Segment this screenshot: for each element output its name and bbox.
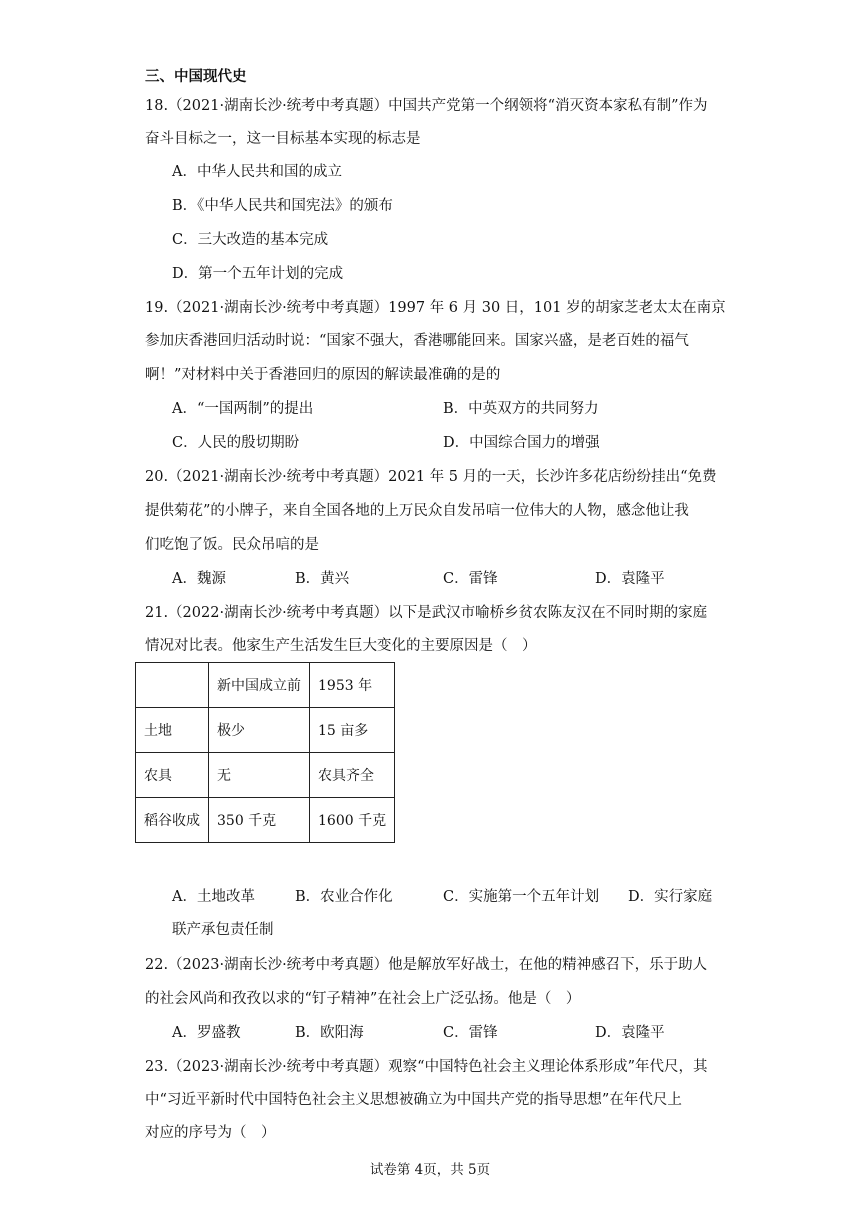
table-cell: 极少 <box>209 708 310 753</box>
question-text: 19.（2021·湖南长沙·统考中考真题）1997 年 6 月 30 日，101 岁的胡家芝老太太在南京 <box>145 300 726 316</box>
table-cell <box>136 663 209 708</box>
table-cell: 农具 <box>136 753 209 798</box>
page-footer: 试卷第 4页，共 5页 <box>369 1162 491 1178</box>
table-row <box>136 798 395 843</box>
question-text: 21.（2022·湖南长沙·统考中考真题）以下是武汉市喻桥乡贫农陈友汉在不同时期的家庭 <box>145 605 708 621</box>
table-header-cell: 1953 年 <box>310 663 395 708</box>
option-c: C．雷锋 <box>443 1025 498 1041</box>
table-cell: 土地 <box>136 708 209 753</box>
option-d: D．中国综合国力的增强 <box>443 435 600 451</box>
table-cell: 稻谷收成 <box>136 798 209 843</box>
option-c: C．实施第一个五年计划 <box>443 889 600 905</box>
option-c: C．三大改造的基本完成 <box>172 232 329 248</box>
question-text: 奋斗目标之一，这一目标基本实现的标志是 <box>145 131 421 147</box>
option-a: A．土地改革 <box>172 889 255 905</box>
table-header-row <box>136 663 395 708</box>
option-d: D．第一个五年计划的完成 <box>172 266 344 282</box>
option-b: B．农业合作化 <box>295 889 393 905</box>
question-text: 啊！”对材料中关于香港回归的原因的解读最准确的是的 <box>145 367 501 383</box>
option-d: D．袁隆平 <box>595 571 665 587</box>
table-cell: 350 千克 <box>209 798 310 843</box>
question-text: 20.（2021·湖南长沙·统考中考真题）2021 年 5 月的一天，长沙许多花店纷纷挂出“免费 <box>145 469 717 485</box>
question-text: 对应的序号为（ ） <box>145 1125 276 1141</box>
option-a: A．罗盛教 <box>172 1025 241 1041</box>
option-d: D．实行家庭 <box>628 889 713 905</box>
option-a: A．“一国两制”的提出 <box>172 401 314 417</box>
option-b: B．欧阳海 <box>295 1025 364 1041</box>
question-text: 参加庆香港回归活动时说：“国家不强大，香港哪能回来。国家兴盛，是老百姓的福气 <box>145 333 689 349</box>
table-cell: 1600 千克 <box>310 798 395 843</box>
table-cell: 无 <box>209 753 310 798</box>
table-cell: 农具齐全 <box>310 753 395 798</box>
option-a: A．中华人民共和国的成立 <box>172 164 342 180</box>
question-text: 中“习近平新时代中国特色社会主义思想被确立为中国共产党的指导思想”在年代尺上 <box>145 1092 682 1108</box>
question-text: 23.（2023·湖南长沙·统考中考真题）观察“中国特色社会主义理论体系形成”年代尺，其 <box>145 1059 708 1075</box>
question-text: 情况对比表。他家生产生活发生巨大变化的主要原因是（ ） <box>145 638 537 654</box>
section-title: 三、中国现代史 <box>145 69 247 85</box>
table-row <box>136 708 395 753</box>
question-text: 们吃饱了饭。民众吊唁的是 <box>145 537 319 553</box>
question-text: 22.（2023·湖南长沙·统考中考真题）他是解放军好战士，在他的精神感召下，乐于助人 <box>145 957 708 973</box>
option-c: C．雷锋 <box>443 571 498 587</box>
option-b: B．《中华人民共和国宪法》的颁布 <box>172 198 393 214</box>
question-text: 提供菊花”的小牌子，来自全国各地的上万民众自发吊唁一位伟大的人物，感念他让我 <box>145 503 689 519</box>
option-d: D．袁隆平 <box>595 1025 665 1041</box>
table-row <box>136 753 395 798</box>
table-cell: 15 亩多 <box>310 708 395 753</box>
option-c: C．人民的殷切期盼 <box>172 435 300 451</box>
comparison-table <box>135 662 395 843</box>
option-b: B．中英双方的共同努力 <box>443 401 599 417</box>
option-b: B．黄兴 <box>295 571 350 587</box>
question-text: 的社会风尚和孜孜以求的“钉子精神”在社会上广泛弘扬。他是（ ） <box>145 991 581 1007</box>
table-header-cell: 新中国成立前 <box>209 663 310 708</box>
question-text: 18.（2021·湖南长沙·统考中考真题）中国共产党第一个纲领将“消灭资本家私有制”作为 <box>145 98 708 114</box>
option-continuation: 联产承包责任制 <box>172 922 274 938</box>
option-a: A．魏源 <box>172 571 226 587</box>
